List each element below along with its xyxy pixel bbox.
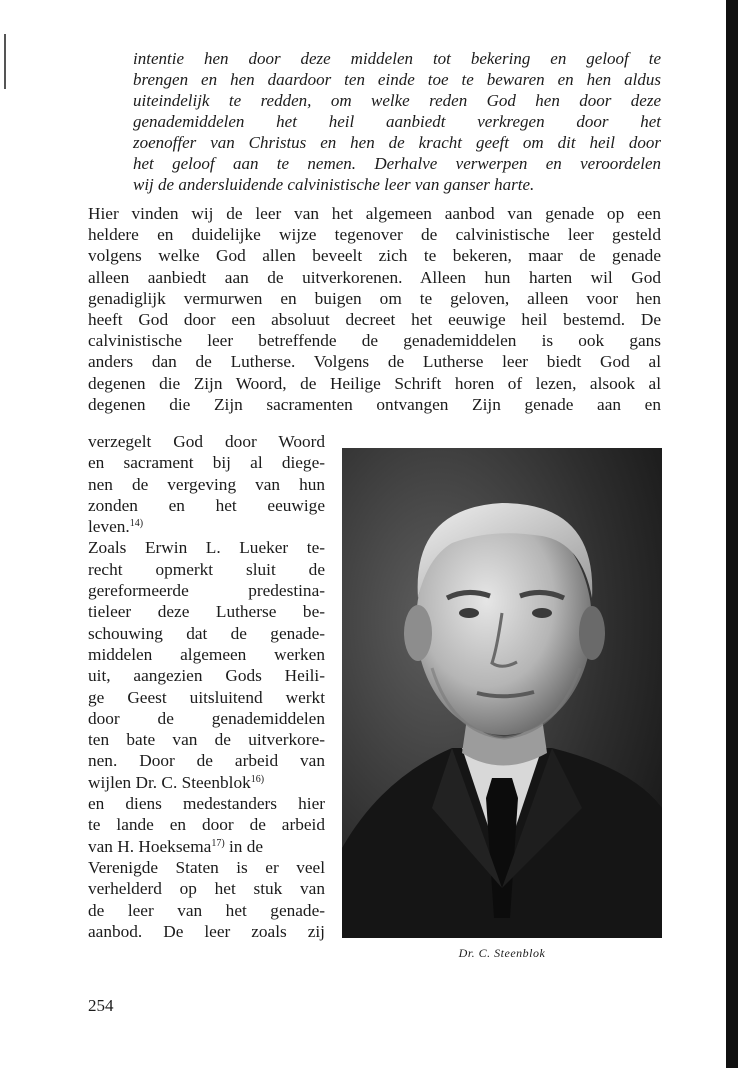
- column-line: zonden en het eeuwige: [88, 495, 325, 515]
- body-line: calvinistische leer betreffende de genademiddelen is ook gans: [88, 331, 661, 351]
- column-line: ten bate van de uitverkore-: [88, 730, 325, 750]
- body-line: alleen aanbiedt aan de uitverkorenen. Alleen hun harten wil God: [88, 267, 661, 287]
- text-column: [88, 431, 325, 942]
- column-line-text: leven.: [88, 517, 130, 537]
- column-line: verzegelt God door Woord: [88, 432, 325, 451]
- body-line: genadiglijk vermurwen en buigen om te geloven, alleen voor hen: [88, 288, 661, 308]
- column-line: ge Geest uitsluitend werkt: [88, 687, 325, 707]
- body-line: heldere en duidelijke wijze tegenover de calvinistische leer gesteld: [88, 225, 661, 245]
- quote-line: genademiddelen het heil aanbiedt verkregen door het: [133, 112, 661, 131]
- photo-caption: Dr. C. Steenblok: [458, 946, 546, 960]
- column-line: en sacrament bij al diege-: [88, 453, 325, 473]
- column-line: middelen algemeen werken: [88, 644, 325, 664]
- quote-line: brengen en hen daardoor ten einde toe te bewaren en hen aldus: [133, 70, 661, 89]
- italic-quotation: [133, 48, 661, 195]
- body-line: degenen die Zijn Woord, de Heilige Schrift horen of lezen, alsook al: [88, 373, 661, 393]
- column-line: en diens medestanders hier: [88, 794, 325, 814]
- page-edge-shadow: [726, 0, 738, 1068]
- scan-mark: [4, 34, 6, 89]
- column-line: Verenigde Staten is er veel: [88, 857, 325, 877]
- body-line: degenen die Zijn sacramenten ontvangen Zijn genade aan en: [88, 394, 661, 414]
- body-line: anders dan de Lutherse. Volgens de Lutherse leer biedt God al: [88, 352, 661, 372]
- column-line: aanbod. De leer zoals zij: [88, 921, 325, 941]
- column-line: Zoals Erwin L. Lueker te-: [88, 538, 325, 558]
- column-line: [88, 516, 325, 537]
- column-line: verhelderd op het stuk van: [88, 879, 325, 899]
- quote-line: het geloof aan te nemen. Derhalve verwerpen en veroordelen: [133, 154, 661, 173]
- column-line: gereformeerde predestina-: [88, 581, 325, 601]
- column-line: de leer van het genade-: [88, 900, 325, 920]
- body-paragraph: [88, 203, 661, 415]
- column-line: recht opmerkt sluit de: [88, 559, 325, 579]
- footnote-ref: 17): [211, 837, 225, 849]
- body-line: volgens welke God allen beveelt zich te bekeren, maar de genade: [88, 246, 661, 266]
- portrait-illustration: [342, 448, 662, 938]
- portrait-photo: [342, 448, 662, 938]
- body-line: Hier vinden wij de leer van het algemeen aanbod van genade op een: [88, 204, 661, 223]
- column-line: [88, 836, 325, 857]
- column-line: te lande en door de arbeid: [88, 815, 325, 835]
- column-line: nen. Door de arbeid van: [88, 751, 325, 771]
- quote-line: intentie hen door deze middelen tot bekering en geloof te: [133, 49, 661, 68]
- footnote-ref: 16): [250, 773, 265, 785]
- column-line: schouwing dat de genade-: [88, 623, 325, 643]
- column-line-text: van H. Hoeksema: [88, 836, 212, 856]
- quote-line: zoenoffer van Christus en hen de kracht geeft om dit heil door: [133, 133, 661, 152]
- column-line-text: in de: [224, 836, 264, 856]
- column-line-text: wijlen Dr. C. Steenblok: [88, 772, 251, 792]
- column-line: uit, aangezien Gods Heili-: [88, 666, 325, 686]
- footnote-ref: 14): [129, 518, 144, 530]
- body-line: heeft God door een absoluut decreet het eeuwige heil bestemd. De: [88, 310, 661, 330]
- quote-line: wij de andersluidende calvinistische leer van ganser harte.: [133, 175, 535, 194]
- column-line: door de genademiddelen: [88, 708, 325, 728]
- quote-line: uiteindelijk te redden, om welke reden God hen door deze: [133, 91, 661, 110]
- column-line: [88, 772, 325, 793]
- column-line: tieleer deze Lutherse be-: [88, 602, 325, 622]
- page-number: 254: [88, 996, 114, 1015]
- column-line: nen de vergeving van hun: [88, 474, 325, 494]
